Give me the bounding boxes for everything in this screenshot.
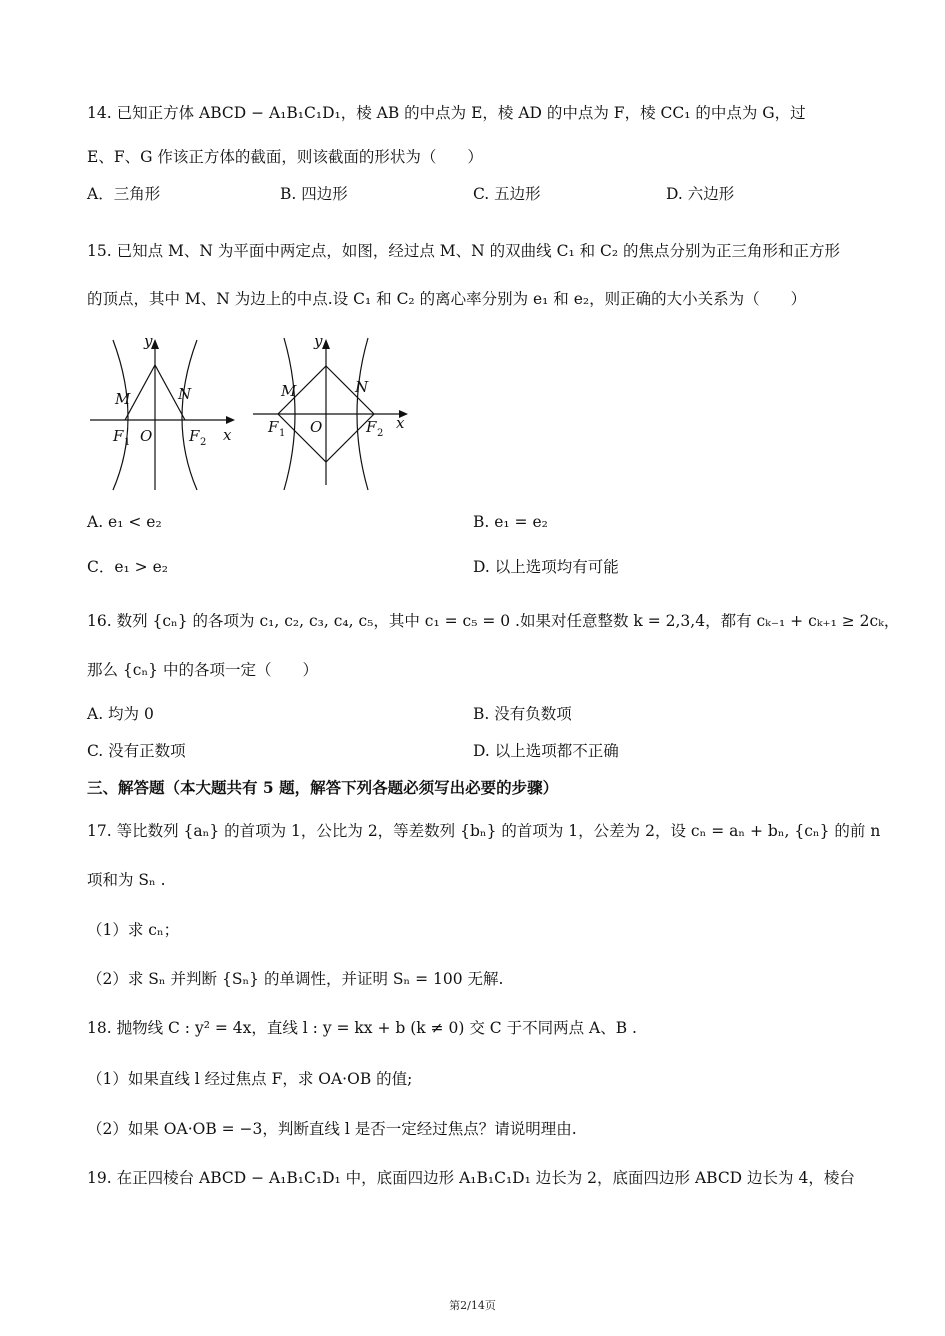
q15-stem-line2: 的顶点，其中 M、N 为边上的中点.设 C₁ 和 C₂ 的离心率分别为 e₁ 和 e₂，则正确的大小关系为（ ） (87, 290, 807, 308)
y-label: y (144, 332, 153, 350)
q16-option-d: D. 以上选项都不正确 (473, 742, 619, 760)
m-label: M (281, 382, 297, 400)
m-label: M (115, 390, 131, 408)
q15-option-a: A. e₁ < e₂ (87, 513, 162, 531)
f2-subscript: 2 (377, 428, 384, 439)
x-axis-arrow (226, 416, 235, 424)
q15-stem-line1: 15. 已知点 M、N 为平面中两定点，如图，经过点 M、N 的双曲线 C₁ 和 C₂ 的焦点分别为正三角形和正方形 (87, 242, 841, 260)
q16-option-a: A. 均为 0 (87, 705, 154, 723)
q16-stem-line2: 那么 {cₙ} 中的各项一定（ ） (87, 661, 318, 679)
q17-stem-line1: 17. 等比数列 {aₙ} 的首项为 1，公比为 2，等差数列 {bₙ} 的首项为 1，公差为 2，设 cₙ = aₙ + bₙ, {cₙ} 的前 n (87, 822, 881, 840)
x-label: x (396, 414, 405, 432)
q14-option-d: D. 六边形 (666, 185, 735, 203)
q17-stem-line2: 项和为 Sₙ . (87, 871, 166, 889)
q14-option-b: B. 四边形 (280, 185, 348, 203)
f2-label: F (189, 427, 200, 445)
n-label: N (355, 378, 369, 396)
q16-stem-line1: 16. 数列 {cₙ} 的各项为 c₁, c₂, c₃, c₄, c₅，其中 c₁ = c₅ = 0 .如果对任意整数 k = 2,3,4，都有 cₖ₋₁ + cₖ₊₁ ≥ 2cₖ， (87, 612, 900, 630)
q18-part1: （1）如果直线 l 经过焦点 F，求 OA·OB 的值; (87, 1070, 413, 1088)
page-number: 第2/14页 (449, 1299, 496, 1312)
y-label: y (314, 332, 323, 350)
figure-triangle-hyperbola (85, 330, 245, 495)
f1-subscript: 1 (124, 437, 131, 448)
q14-option-c: C. 五边形 (473, 185, 541, 203)
y-axis-arrow (322, 339, 330, 349)
x-label: x (223, 426, 232, 444)
o-label: O (140, 427, 153, 445)
q18-part2: （2）如果 OA·OB = −3，判断直线 l 是否一定经过焦点？请说明理由. (87, 1120, 577, 1138)
q19-stem-line1: 19. 在正四棱台 ABCD − A₁B₁C₁D₁ 中，底面四边形 A₁B₁C₁D₁ 边长为 2，底面四边形 ABCD 边长为 4，棱台 (87, 1169, 855, 1187)
q15-option-d: D. 以上选项均有可能 (473, 558, 619, 576)
q14-option-a: A．三角形 (87, 185, 161, 203)
f1-label: F (268, 418, 279, 436)
figure-square-hyperbola (248, 330, 418, 495)
q15-option-c: C．e₁ > e₂ (87, 558, 168, 576)
q14-stem-line2: E、F、G 作该正方体的截面，则该截面的形状为（ ） (87, 148, 483, 166)
hyperbola-right-branch (182, 340, 197, 490)
f1-label: F (113, 427, 124, 445)
q18-stem-line1: 18. 抛物线 C : y² = 4x，直线 l : y = kx + b (k ≠ 0) 交 C 于不同两点 A、B . (87, 1019, 637, 1037)
q16-option-b: B. 没有负数项 (473, 705, 572, 723)
hyperbola-left-branch (113, 340, 131, 490)
n-label: N (178, 385, 192, 403)
q14-stem-line1: 14. 已知正方体 ABCD − A₁B₁C₁D₁，棱 AB 的中点为 E，棱 AD 的中点为 F，棱 CC₁ 的中点为 G，过 (87, 104, 806, 122)
f2-label: F (366, 418, 377, 436)
o-label: O (310, 418, 323, 436)
f1-subscript: 1 (279, 428, 286, 439)
q17-part1: （1）求 cₙ； (87, 921, 180, 939)
q16-option-c: C. 没有正数项 (87, 742, 186, 760)
f2-subscript: 2 (200, 437, 207, 448)
section-3-heading: 三、解答题（本大题共有 5 题，解答下列各题必须写出必要的步骤） (87, 778, 559, 797)
q17-part2: （2）求 Sₙ 并判断 {Sₙ} 的单调性，并证明 Sₙ = 100 无解. (87, 970, 504, 988)
q15-option-b: B. e₁ = e₂ (473, 513, 548, 531)
